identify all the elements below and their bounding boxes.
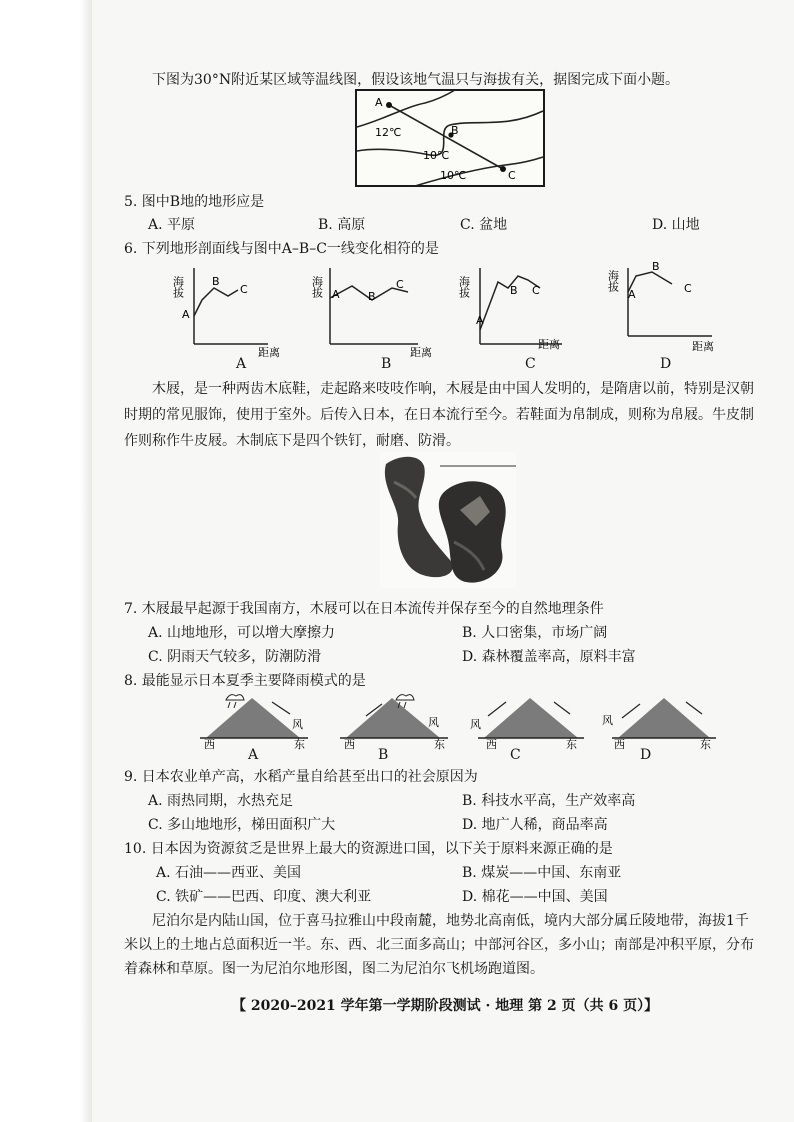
point-a: A [182, 308, 190, 321]
map-label-c: C [508, 169, 516, 182]
wind-label: 风 [428, 716, 439, 729]
q6-caption-a: A [236, 356, 247, 372]
profile-graph-a [172, 258, 292, 358]
q9-option-d: D. 地广人稀，商品率高 [462, 817, 608, 833]
q7-option-a: A. 山地地形，可以增大摩擦力 [148, 625, 336, 641]
isotherm-map [355, 89, 545, 187]
q9-stem: 9. 日本农业单产高，水稻产量自给甚至出口的社会原因为 [124, 769, 478, 785]
q8-caption-a: A [248, 747, 259, 763]
q5-stem: 5. 图中B地的地形应是 [124, 194, 265, 210]
y-label-alt-1: 海拔 [171, 276, 185, 298]
passage2-line1: 尼泊尔是内陆山国，位于喜马拉雅山中段南麓，地势北高南低，境内大部分属丘陵地带，海拔1千 [152, 913, 749, 929]
point-b: B [212, 275, 220, 288]
point-c: C [240, 283, 248, 296]
intro-text: 下图为30°N附近某区域等温线图，假设该地气温只与海拔有关，据图完成下面小题。 [152, 72, 680, 88]
passage1-line1: 木屐，是一种两齿木底鞋，走起路来吱吱作响，木屐是由中国人发明的，是隋唐以前，特别是汉朝 [152, 381, 754, 397]
geta-photo [380, 452, 516, 588]
profile-graph-d [606, 258, 732, 358]
east-label: 东 [566, 738, 577, 751]
point-b: B [652, 260, 660, 273]
q5-option-c: C. 盆地 [460, 217, 508, 233]
east-label: 东 [700, 738, 711, 751]
isotherm-10-outer: 10℃ [440, 169, 467, 182]
map-label-b: B [451, 124, 459, 137]
q6-caption-b: B [381, 356, 392, 372]
rain-diagram-c [466, 690, 586, 750]
isotherm-12: 12℃ [375, 126, 402, 139]
q8-caption-d: D [640, 747, 652, 763]
wind-label: 风 [602, 714, 613, 727]
point-b: B [368, 290, 376, 303]
q7-option-c: C. 阴雨天气较多，防潮防滑 [148, 649, 322, 665]
passage2-line3: 着森林和草原。图一为尼泊尔地形图，图二为尼泊尔飞机场跑道图。 [124, 961, 544, 977]
west-label: 西 [486, 738, 497, 751]
y-label-alt-2: 海拔 [310, 276, 324, 298]
q10-option-d: D. 棉花——中国、美国 [462, 889, 608, 905]
point-a: A [332, 288, 340, 301]
q8-stem: 8. 最能显示日本夏季主要降雨模式的是 [124, 673, 366, 689]
rain-diagram-a [196, 690, 316, 750]
passage1-line2: 时期的常见服饰，使用于室外。后传入日本，在日本流行至今。若鞋面为帛制成，则称为帛屐。牛皮制 [124, 407, 754, 423]
profile-graph-b [310, 258, 436, 359]
profile-graph-c [457, 258, 582, 358]
q5-option-d: D. 山地 [652, 217, 700, 233]
q10-stem: 10. 日本因为资源贫乏是世界上最大的资源进口国，以下关于原料来源正确的是 [124, 841, 613, 857]
page-footer: 【 2020–2021 学年第一学期阶段测试 · 地理 第 2 页（共 6 页）】 [232, 998, 659, 1014]
point-c: C [532, 284, 540, 297]
west-label: 西 [344, 738, 355, 751]
scan-margin [0, 0, 92, 1122]
q10-option-b: B. 煤炭——中国、东南亚 [462, 865, 622, 881]
q8-caption-c: C [510, 747, 521, 763]
isotherm-10-inner: 10℃ [423, 149, 450, 162]
point-a: A [628, 288, 636, 301]
q9-option-a: A. 雨热同期，水热充足 [148, 793, 294, 809]
y-label-alt-3: 海拔 [457, 276, 471, 298]
q6-caption-c: C [525, 356, 536, 372]
y-label-alt-4: 海拔 [606, 270, 620, 292]
x-label-dist: 距离 [692, 340, 714, 353]
x-label-dist: 距离 [538, 338, 560, 351]
wind-label: 风 [470, 718, 481, 731]
q6-caption-d: D [660, 356, 672, 372]
rain-diagram-b [336, 690, 456, 750]
east-label: 东 [434, 738, 445, 751]
q5-option-b: B. 高原 [318, 217, 366, 233]
q8-caption-b: B [378, 747, 389, 763]
q7-option-b: B. 人口密集，市场广阔 [462, 625, 608, 641]
passage2-line2: 米以上的土地占总面积近一半。东、西、北三面多高山；中部河谷区，多小山；南部是冲积平原，分布 [124, 937, 754, 953]
map-label-a: A [375, 96, 383, 109]
q9-option-c: C. 多山地地形，梯田面积广大 [148, 817, 336, 833]
q6-stem: 6. 下列地形剖面线与图中A–B–C一线变化相符的是 [124, 241, 439, 257]
point-a: A [476, 314, 484, 327]
q9-option-b: B. 科技水平高，生产效率高 [462, 793, 636, 809]
q10-option-a: A. 石油——西亚、美国 [156, 865, 302, 881]
east-label: 东 [294, 738, 305, 751]
x-label-dist: 距离 [410, 346, 432, 359]
point-c: C [684, 282, 692, 295]
q7-stem: 7. 木屐最早起源于我国南方，木屐可以在日本流传并保存至今的自然地理条件 [124, 601, 604, 617]
passage1-line3: 作则称作牛皮屐。木制底下是四个铁钉，耐磨、防滑。 [124, 433, 460, 449]
x-label-dist: 距离 [258, 346, 280, 359]
west-label: 西 [614, 738, 625, 751]
point-b: B [510, 284, 518, 297]
q10-option-c: C. 铁矿——巴西、印度、澳大利亚 [156, 889, 372, 905]
q7-option-d: D. 森林覆盖率高，原料丰富 [462, 649, 636, 665]
rain-diagram-d [598, 690, 718, 750]
q5-option-a: A. 平原 [148, 217, 196, 233]
wind-label: 风 [292, 718, 303, 731]
west-label: 西 [204, 738, 215, 751]
point-c: C [396, 278, 404, 291]
